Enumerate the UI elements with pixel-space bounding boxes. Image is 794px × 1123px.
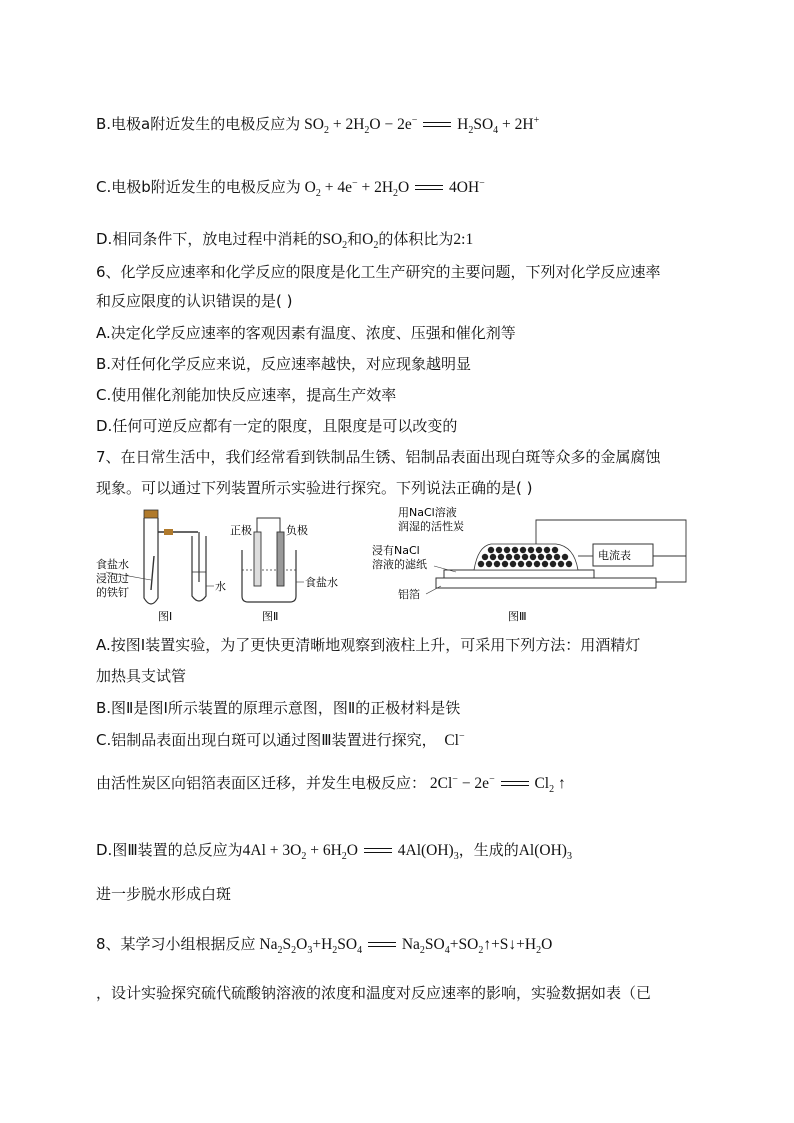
option-d-q5: D.相同条件下，放电过程中消耗的$SO_2$和$O_2$的体积比为2:1 — [96, 230, 474, 252]
question-7-option-d: D.图Ⅲ装置的总反应为$4Al + 3O_2 + 6H_2O$ $4Al(OH)_3$，生成的$Al(OH)_3$ — [96, 841, 572, 863]
fig3-label-carbon-2: 润湿的活性炭 — [398, 520, 464, 533]
question-7-option-c-cont: 由活性炭区向铝箔表面区迁移，并发生电极反应： 2Cl− − 2e− $Cl_2$ ↑ — [96, 773, 566, 796]
fig1-label-soaked: 浸泡过 — [96, 572, 129, 585]
fig2-caption: 图Ⅱ — [262, 610, 279, 623]
fig1-label-water: 水 — [215, 580, 226, 593]
fig3-label-carbon-1: 用NaCl溶液 — [398, 506, 457, 519]
question-8-stem: 8、某学习小组根据反应 $Na_2S_2O_3+H_2SO_4$ $Na_2SO_4+SO_2↑+S↓+H_2O$ — [96, 935, 553, 957]
fig1-caption: 图Ⅰ — [158, 610, 173, 623]
question-8-stem-cont: ，设计实验探究硫代硫酸钠溶液的浓度和温度对反应速率的影响，实验数据如表（已 — [96, 984, 652, 1002]
fig3-label-foil: 铝箔 — [398, 588, 420, 601]
fig1-label-nail: 的铁钉 — [96, 586, 129, 599]
apparatus-figures — [96, 506, 706, 626]
fig3-label-ammeter: 电流表 — [598, 549, 631, 562]
question-6-option-d: D.任何可逆反应都有一定的限度，且限度是可以改变的 — [96, 417, 458, 435]
question-6-option-b: B.对任何化学反应来说，反应速率越快，对应现象越明显 — [96, 355, 472, 373]
question-6-option-c: C.使用催化剂能加快反应速率，提高生产效率 — [96, 386, 397, 404]
fig2-label-positive: 正极 — [230, 524, 252, 537]
option-b-q5: B.电极a附近发生的电极反应为 $SO_2 + 2H_2O - 2e^-$ $H_2SO_4 + 2H^+$ — [96, 114, 540, 137]
fig1-label-saltwater: 食盐水 — [96, 558, 129, 571]
question-7-stem-cont: 现象。可以通过下列装置所示实验进行探究。下列说法正确的是( ) — [96, 479, 533, 497]
fig2-label-saltwater: 食盐水 — [305, 576, 338, 589]
question-7-option-c: C.铝制品表面出现白斑可以通过图Ⅲ装置进行探究， Cl− — [96, 730, 465, 749]
question-7-option-a: A.按图Ⅰ装置实验，为了更快更清晰地观察到液柱上升，可采用下列方法：用酒精灯 — [96, 636, 641, 654]
question-7-option-b: B.图Ⅱ是图Ⅰ所示装置的原理示意图，图Ⅱ的正极材料是铁 — [96, 699, 461, 717]
figure-1 — [96, 510, 226, 623]
figure-2 — [230, 518, 338, 623]
question-7-stem: 7、在日常生活中，我们经常看到铁制品生锈、铝制品表面出现白斑等众多的金属腐蚀 — [96, 448, 661, 466]
question-6-stem-cont: 和反应限度的认识错误的是( ) — [96, 292, 293, 310]
fig3-caption: 图Ⅲ — [508, 610, 527, 623]
question-6-stem: 6、化学反应速率和化学反应的限度是化工生产研究的主要问题，下列对化学反应速率 — [96, 263, 661, 281]
option-c-q5: C.电极b附近发生的电极反应为 $O_2 + 4e^- + 2H_2O$ 4OH− — [96, 177, 485, 200]
fig2-label-negative: 负极 — [286, 524, 308, 537]
fig3-label-paper-2: 溶液的滤纸 — [372, 558, 427, 571]
fig3-label-paper-1: 浸有NaCl — [372, 544, 420, 557]
question-6-option-a: A.决定化学反应速率的客观因素有温度、浓度、压强和催化剂等 — [96, 324, 516, 342]
question-7-option-d-cont: 进一步脱水形成白斑 — [96, 885, 232, 903]
question-7-option-a-cont: 加热具支试管 — [96, 667, 187, 685]
figure-3 — [372, 506, 686, 623]
